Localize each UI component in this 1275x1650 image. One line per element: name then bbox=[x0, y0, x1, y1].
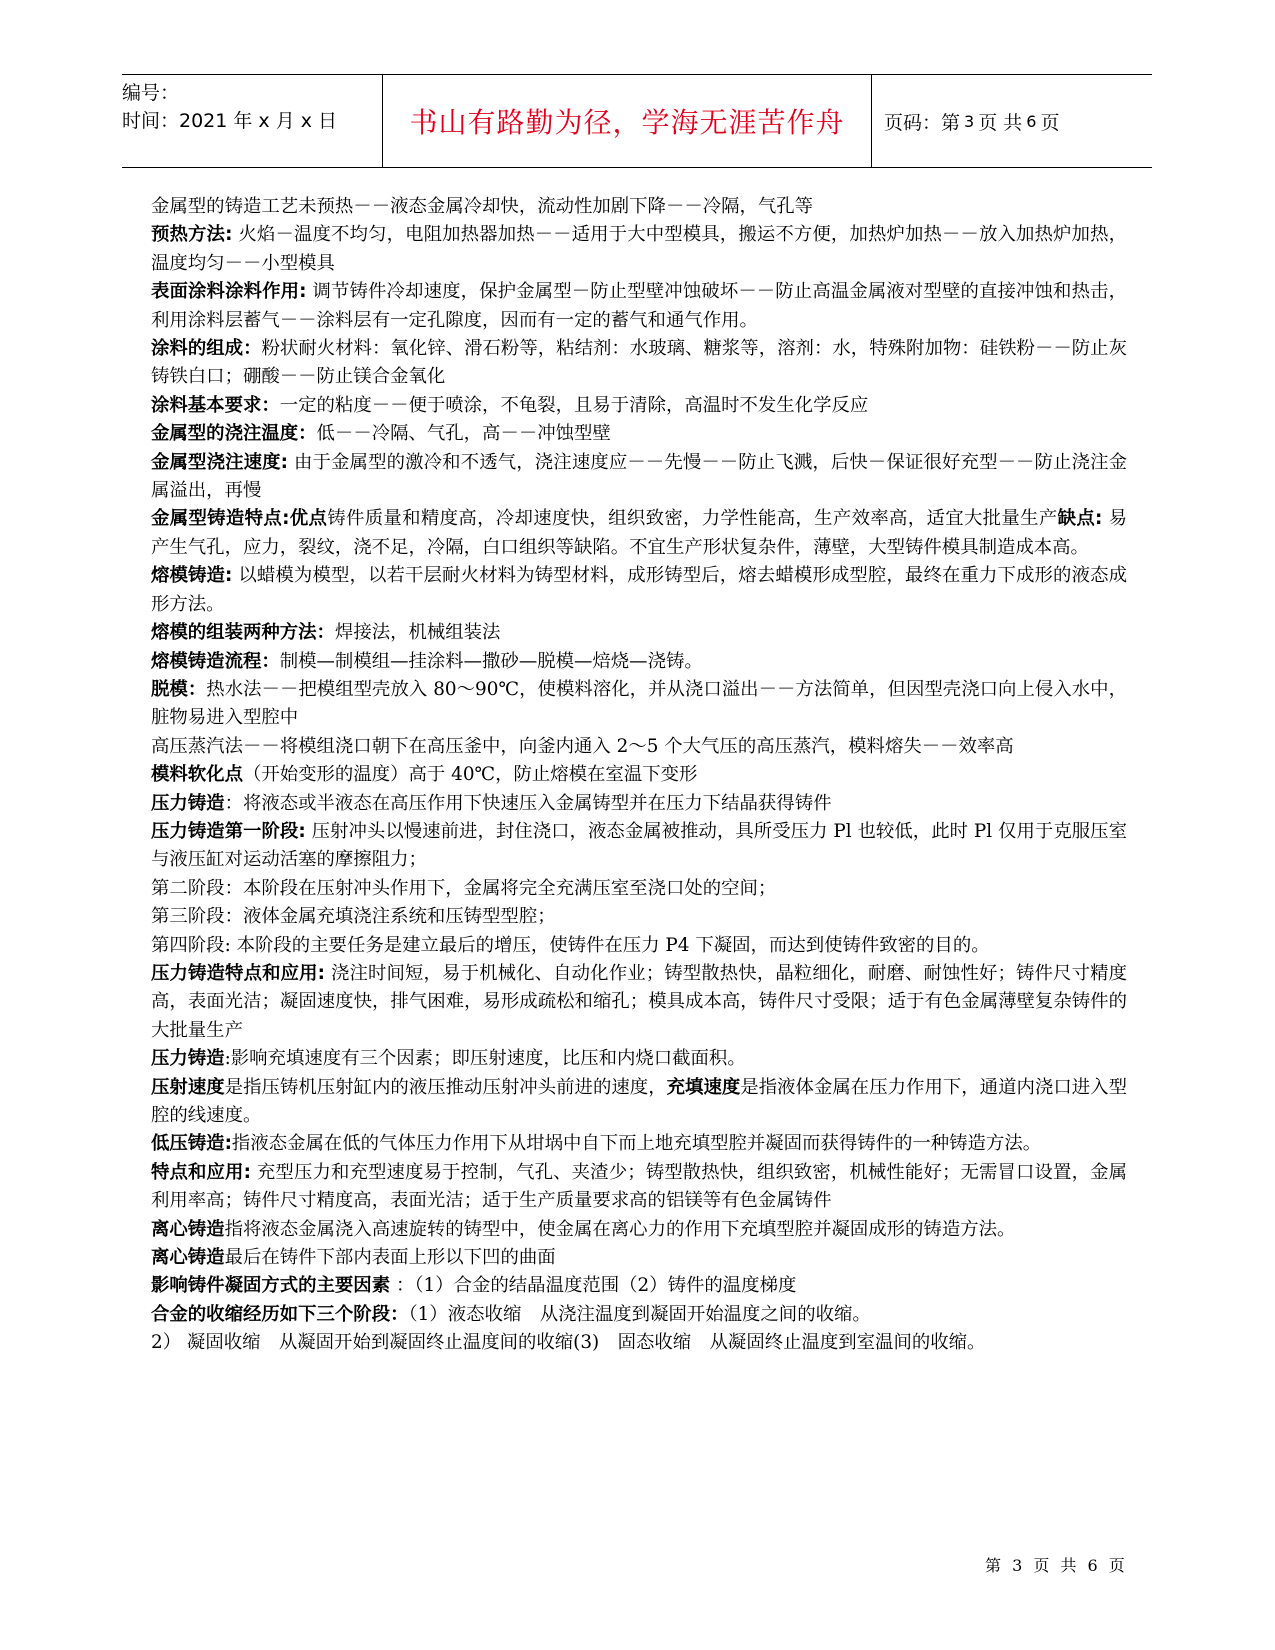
page-total: 6 bbox=[1026, 111, 1037, 131]
paragraph-heading: 特点和应用: bbox=[151, 1161, 251, 1183]
time-text: 时间：2021 年 x 月 x 日 bbox=[122, 110, 338, 132]
paragraph bbox=[151, 818, 1127, 875]
paragraph bbox=[151, 1272, 1127, 1300]
paragraph bbox=[151, 676, 1127, 733]
paragraph-text: 充型压力和充型速度易于控制，气孔、夹渣少；铸型散热快，组织致密，机械性能好；无需冒口设置，金属利用率高；铸件尺寸精度高，表面光洁；适于生产质量要求高的铝镁等有色金属铸件 bbox=[151, 1161, 1127, 1212]
paragraph bbox=[151, 505, 1127, 562]
paragraph-heading: 压力铸造 bbox=[151, 792, 225, 814]
page-current: 3 bbox=[964, 111, 975, 131]
page-footer: 第 3 页 共 6 页 bbox=[985, 1556, 1128, 1575]
paragraph-text: 金属型的铸造工艺未预热－－液态金属冷却快，流动性加剧下降－－冷隔，气孔等 bbox=[151, 196, 814, 217]
page-header bbox=[122, 74, 1152, 168]
paragraph-heading: 缺点: bbox=[1057, 508, 1103, 530]
header-info-cell bbox=[122, 75, 383, 167]
paragraph-text: 第二阶段：本阶段在压射冲头作用下，金属将完全充满压室至浇口处的空间； bbox=[151, 877, 777, 899]
paragraph-heading: 金属型浇注速度: bbox=[151, 451, 289, 473]
paragraph-text: 2） 凝固收缩 从凝固开始到凝固终止温度间的收缩(3) 固态收缩 从凝固终止温度到室温间的收缩。 bbox=[151, 1332, 986, 1354]
paragraph-text: （开始变形的温度）高于 40℃，防止熔模在室温下变形 bbox=[242, 764, 698, 786]
paragraph-heading: 压射速度 bbox=[151, 1076, 225, 1098]
paragraph-text: 第三阶段：液体金属充填浇注系统和压铸型型腔； bbox=[151, 906, 556, 928]
paragraph-text: 由于金属型的激冷和不透气，浇注速度应－－先慢－－防止飞溅，后快－保证很好充型－－防止浇注金属溢出，再慢 bbox=[151, 451, 1127, 502]
paragraph bbox=[151, 193, 1127, 221]
paragraph-heading: 低压铸造: bbox=[151, 1133, 232, 1155]
paragraph-text: 高压蒸汽法－－将模组浇口朝下在高压釜中，向釜内通入 2～5 个大气压的高压蒸汽，模料熔失－－效率高 bbox=[151, 735, 1014, 757]
paragraph-text: 是指压铸机压射缸内的液压推动压射冲头前进的速度， bbox=[224, 1076, 667, 1098]
paragraph bbox=[151, 221, 1127, 278]
paragraph bbox=[151, 875, 1127, 903]
page-suffix: 页 bbox=[1040, 111, 1060, 134]
paragraph-heading: 金属型铸造特点: bbox=[151, 508, 290, 530]
paragraph-text: 第四阶段: 本阶段的主要任务是建立最后的增压，使铸件在压力 P4 下凝固，而达到使铸件致密的目的。 bbox=[151, 934, 990, 956]
paragraph bbox=[151, 449, 1127, 506]
paragraph-text: 焊接法，机械组装法 bbox=[334, 622, 501, 644]
paragraph bbox=[151, 1244, 1127, 1272]
motto-text: 书山有路勤为径，学海无涯苦作舟 bbox=[409, 106, 845, 139]
paragraph-heading: 影响铸件凝固方式的主要因素 bbox=[151, 1275, 391, 1297]
paragraph bbox=[151, 420, 1127, 448]
paragraph bbox=[151, 790, 1127, 818]
paragraph-text: （1）液态收缩 从浇注温度到凝固开始温度之间的收缩。 bbox=[408, 1303, 871, 1325]
paragraph bbox=[151, 1329, 1127, 1357]
paragraph bbox=[151, 278, 1127, 335]
paragraph-heading: 模料软化点 bbox=[151, 764, 243, 786]
paragraph bbox=[151, 1159, 1127, 1216]
paragraph-text: 浇注时间短，易于机械化、自动化作业；铸型散热快，晶粒细化，耐磨、耐蚀性好；铸件尺寸精度高，表面光洁；凝固速度快，排气困难，易形成疏松和缩孔；模具成本高，铸件尺寸受限；适于有色金属薄壁复杂铸件的大批量生产 bbox=[151, 962, 1127, 1041]
paragraph-heading: 合金的收缩经历如下三个阶段： bbox=[151, 1303, 409, 1325]
paragraph-heading: 压力铸造第一阶段: bbox=[151, 820, 306, 842]
paragraph-text: 低－－冷隔、气孔，高－－冲蚀型壁 bbox=[316, 423, 611, 445]
paragraph bbox=[151, 1130, 1127, 1158]
paragraph-heading: 涂料基本要求： bbox=[151, 394, 280, 416]
paragraph-text: 一定的粘度－－便于喷涂，不龟裂，且易于清除，高温时不发生化学反应 bbox=[279, 394, 869, 416]
paragraph bbox=[151, 761, 1127, 789]
paragraph-heading: 表面涂料涂料作用: bbox=[151, 281, 307, 303]
paragraph-heading: 离心铸造 bbox=[151, 1218, 225, 1240]
paragraph-heading: 压力铸造特点和应用: bbox=[151, 962, 325, 984]
paragraph bbox=[151, 392, 1127, 420]
paragraph bbox=[151, 733, 1127, 761]
paragraph bbox=[151, 1074, 1127, 1131]
paragraph-heading: 优点 bbox=[289, 508, 328, 530]
paragraph bbox=[151, 562, 1127, 619]
paragraph-heading: 压力铸造 bbox=[151, 1048, 225, 1070]
paragraph-heading: 预热方法: bbox=[151, 224, 233, 246]
paragraph-heading: 熔模铸造: bbox=[151, 565, 233, 587]
paragraph bbox=[151, 960, 1127, 1045]
paragraph-text: 指液态金属在低的气体压力作用下从坩埚中自下而上地充填型腔并凝固而获得铸件的一种铸造方法。 bbox=[231, 1133, 1042, 1155]
paragraph-heading: 脱模： bbox=[151, 678, 207, 700]
paragraph-text: ：（1）合金的结晶温度范围（2）铸件的温度梯度 bbox=[390, 1275, 797, 1297]
page-mid: 页 共 bbox=[978, 111, 1023, 134]
paragraph bbox=[151, 1216, 1127, 1244]
paragraph-text: 指将液态金属浇入高速旋转的铸型中，使金属在离心力的作用下充填型腔并凝固成形的铸造方法。 bbox=[224, 1218, 1016, 1240]
paragraph bbox=[151, 619, 1127, 647]
paragraph bbox=[151, 648, 1127, 676]
paragraph bbox=[151, 932, 1127, 960]
document-body bbox=[151, 193, 1127, 1358]
page-prefix: 页码：第 bbox=[884, 111, 961, 134]
paragraph-heading: 离心铸造 bbox=[151, 1247, 225, 1269]
paragraph-text: 是指液体金属在压力作用下，通道内浇口进入型腔的线速度。 bbox=[151, 1076, 1127, 1126]
paragraph-heading: 充填速度 bbox=[666, 1076, 741, 1098]
paragraph-text: 压射冲头以慢速前进，封住浇口，液态金属被推动，具所受压力 Pl 也较低，此时 Pl 仅用于克服压室与液压缸对运动活塞的摩擦阻力； bbox=[151, 820, 1127, 871]
paragraph-text: 铸件质量和精度高，冷却速度快，组织致密，力学性能高，生产效率高，适宜大批量生产 bbox=[327, 508, 1058, 530]
header-page-cell bbox=[872, 75, 1152, 167]
paragraph-text: 粉状耐火材料：氧化锌、滑石粉等，粘结剂：水玻璃、糖浆等，溶剂：水，特殊附加物：硅铁粉－－防止灰铸铁白口；硼酸－－防止镁合金氧化 bbox=[151, 338, 1127, 388]
paragraph-text: 火焰－温度不均匀，电阻加热器加热－－适用于大中型模具，搬运不方便，加热炉加热－－放入加热炉加热，温度均匀－－小型模具 bbox=[151, 224, 1127, 274]
header-motto-cell bbox=[383, 75, 872, 167]
paragraph-heading: 金属型的浇注温度： bbox=[151, 423, 317, 445]
paragraph-text: 以蜡模为模型，以若干层耐火材料为铸型材料，成形铸型后，熔去蜡模形成型腔，最终在重力下成形的液态成形方法。 bbox=[151, 565, 1127, 615]
paragraph-heading: 熔模的组装两种方法： bbox=[151, 622, 335, 644]
paragraph-text: 最后在铸件下部内表面上形以下凹的曲面 bbox=[224, 1247, 556, 1269]
paragraph bbox=[151, 1301, 1127, 1329]
paragraph-text: 制模—制模组—挂涂料—撒砂—脱模—焙烧—浇铸。 bbox=[279, 650, 703, 672]
paragraph-text: :影响充填速度有三个因素；即压射速度，比压和内烧口截面积。 bbox=[224, 1048, 746, 1070]
paragraph-text: 易产生气孔，应力，裂纹，浇不足，冷隔，白口组织等缺陷。不宜生产形状复杂件，薄壁，大型铸件模具制造成本高。 bbox=[151, 508, 1127, 558]
paragraph bbox=[151, 903, 1127, 931]
paragraph-text: 热水法－－把模组型壳放入 80～90℃，使模料溶化，并从浇口溢出－－方法简单，但因型壳浇口向上侵入水中，脏物易进入型腔中 bbox=[151, 678, 1127, 729]
paragraph-heading: 熔模铸造流程： bbox=[151, 650, 280, 672]
number-label: 编号： bbox=[122, 82, 180, 104]
paragraph bbox=[151, 1045, 1127, 1073]
paragraph-text: 调节铸件冷却速度，保护金属型－防止型壁冲蚀破坏－－防止高温金属液对型壁的直接冲蚀和热击，利用涂料层蓄气－－涂料层有一定孔隙度，因而有一定的蓄气和通气作用。 bbox=[151, 281, 1127, 331]
paragraph-heading: 涂料的组成： bbox=[151, 338, 262, 360]
paragraph bbox=[151, 335, 1127, 392]
paragraph-text: ：将液态或半液态在高压作用下快速压入金属铸型并在压力下结晶获得铸件 bbox=[224, 792, 832, 814]
